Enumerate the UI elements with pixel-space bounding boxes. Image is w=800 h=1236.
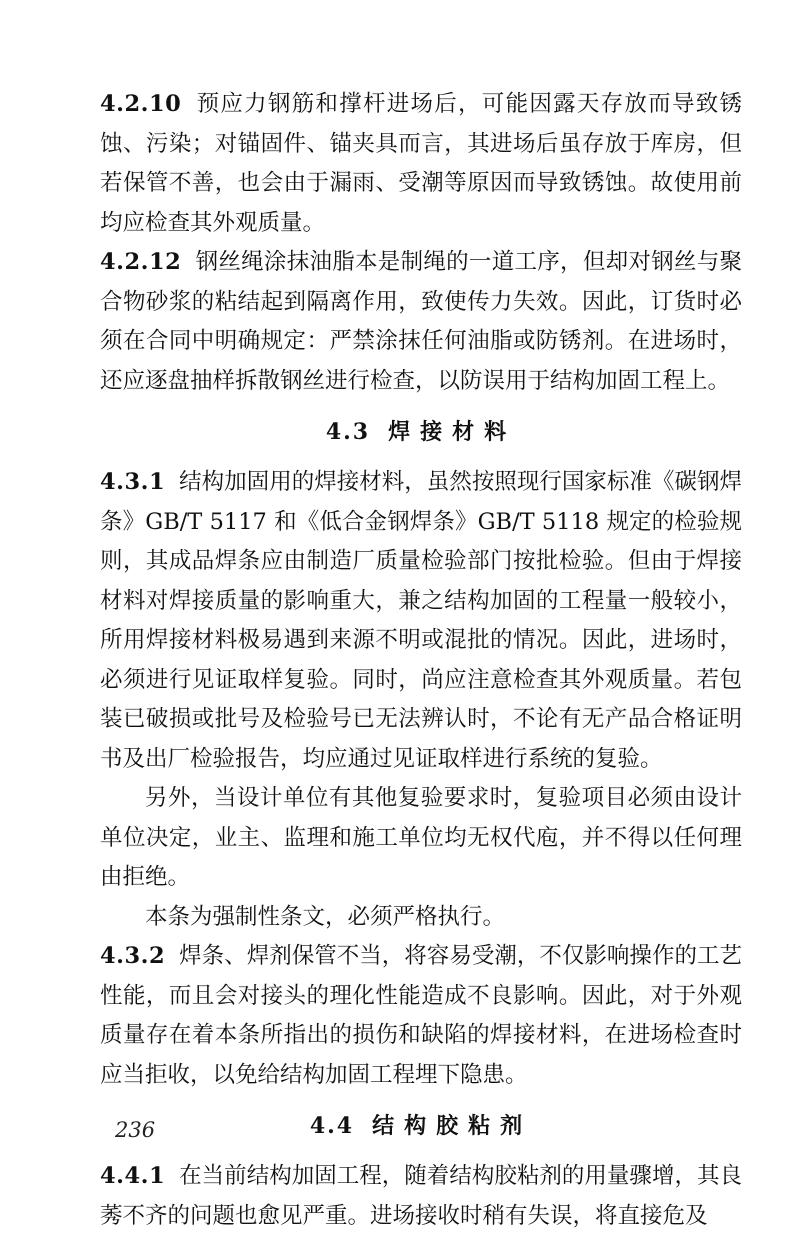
clause-4-3-1 [100,463,742,779]
section-title: 结构胶粘剂 [372,1113,533,1139]
clause-4-2-10 [100,85,742,243]
page-number: 236 [115,1118,156,1142]
clause-text: 钢丝绳涂抹油脂本是制绳的一道工序，但却对钢丝与聚合物砂浆的粘结起到隔离作用，致使传力失效。因此，订货时必须在合同中明确规定：严禁涂抹任何油脂或防锈剂。在进场时，还应逐盘抽样拆散钢丝进行检查，以防误用于结构加固工程上。 [100,249,742,394]
clause-4-3-2 [100,937,742,1095]
clause-number: 4.3.1 [100,469,166,495]
clause-4-4-1 [100,1157,742,1236]
section-title: 焊接材料 [388,419,517,445]
page-content [100,85,742,1236]
clause-text: 焊条、焊剂保管不当，将容易受潮，不仅影响操作的工艺性能，而且会对接头的理化性能造成不良影响。因此，对于外观质量存在着本条所指出的损伤和缺陷的焊接材料，在进场检查时应当拒收，以免给结构加固工程埋下隐患。 [100,943,742,1088]
section-heading-4-3 [100,401,742,463]
clause-number: 4.3.2 [100,943,166,969]
section-number: 4.3 [325,419,371,445]
paragraph-mandatory-note: 本条为强制性条文，必须严格执行。 [145,903,506,930]
clause-4-2-12 [100,243,742,401]
paragraph-additional: 另外，当设计单位有其他复验要求时，复验项目必须由设计单位决定，业主、监理和施工单位均无权代庖，并不得以任何理由拒绝。 [100,785,742,890]
clause-text: 预应力钢筋和撑杆进场后，可能因露天存放而导致锈蚀、污染；对锚固件、锚夹具而言，其进场后虽存放于库房，但若保管不善，也会由于漏雨、受潮等原因而导致锈蚀。故使用前均应检查其外观质量。 [100,91,742,236]
clause-number: 4.2.10 [100,91,182,117]
clause-number: 4.4.1 [100,1163,166,1189]
clause-text: 结构加固用的焊接材料，虽然按照现行国家标准《碳钢焊条》GB/T 5117 和《低合金钢焊条》GB/T 5118 规定的检验规则，其成品焊条应由制造厂质量检验部门按批检验。但由于焊接材料对焊接质量的影响重大，兼之结构加固的工程量一般较小，所用焊接材料极易遇到来源不明或混批的情况。因此，进场时，必须进行见证取样复验。同时，尚应注意检查其外观质量。若包装已破损或批号及检验号已无法辨认时，不论有无产品合格证明书及出厂检验报告，均应通过见证取样进行系统的复验。 [100,469,742,772]
clause-text: 在当前结构加固工程，随着结构胶粘剂的用量骤增，其良莠不齐的问题也愈见严重。进场接收时稍有失误，将直接危及 [100,1163,742,1229]
clause-number: 4.2.12 [100,249,182,275]
section-heading-4-4 [100,1095,742,1157]
section-number: 4.4 [309,1113,355,1139]
